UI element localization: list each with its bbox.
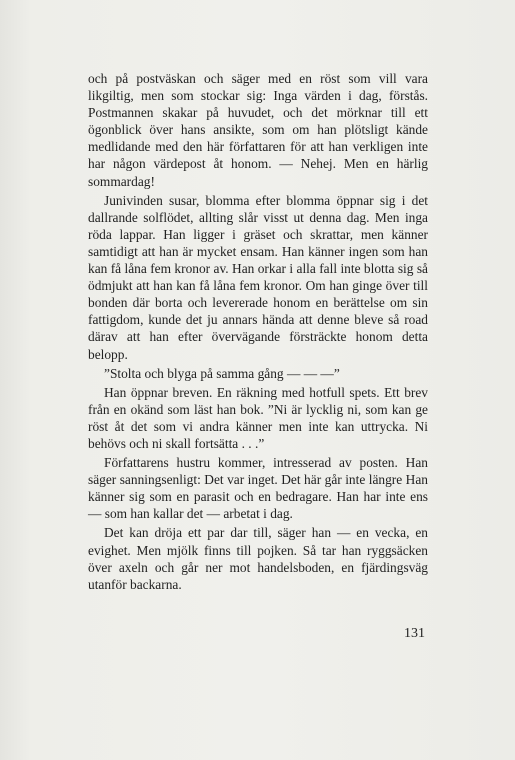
paragraph-5: Författarens hustru kommer, intresserad av posten. Han säger sanningsenligt: Det var inget. Det här går inte längre Han känner sig som en parasit och en bedragare. Han har inte ens — som han kallar det — arbetat i dag. xyxy=(88,455,428,522)
paragraph-3: ”Stolta och blyga på samma gång — — —” xyxy=(104,365,340,381)
paragraph-6: Det kan dröja ett par dar till, säger han — en vecka, en evighet. Men mjölk finns till pojken. Så tar han ryggsäcken över axeln och går ner mot handelsboden, en fjärdingsväg utanför backarna. xyxy=(88,525,428,592)
page-number: 131 xyxy=(404,626,425,641)
paragraph-4: Han öppnar breven. En räkning med hotfull spets. Ett brev från en okänd som läst han bok. ”Ni är lycklig ni, som kan ge röst åt det som vi andra känner men inte kan uttrycka. Ni behövs och ni skall fortsätta . . .” xyxy=(88,384,428,451)
body-text xyxy=(88,70,428,593)
paragraph-2: Junivinden susar, blomma efter blomma öppnar sig i det dallrande solflödet, allting slår visst ut denna dag. Men inga röda lappar. Han ligger i gräset och skrattar, men känner samtidigt att han är mycket ensam. Han känner ingen som han kan få låna fem kronor av. Han orkar i alla fall inte blotta sig så ödmjukt att han kan få låna fem kronor. Om han ginge över till bonden där borta och levererade honom en berättelse om sin fattigdom, kunde det ju annars hända att denne bleve så road därav att han efter övervägande försträckte honom detta belopp. xyxy=(88,192,428,362)
paragraph-1: och på postväskan och säger med en röst som vill vara likgiltig, men som stockar sig: Inga värden i dag, förstås. Postmannen skakar på huvudet, och det mörknar till ett ögonblick över hans ansikte, som om han plötsligt kände medlidande med den här författaren för att han verkligen inte har någon värdepost åt honom. — Nehej. Men en härlig sommardag! xyxy=(88,71,428,189)
